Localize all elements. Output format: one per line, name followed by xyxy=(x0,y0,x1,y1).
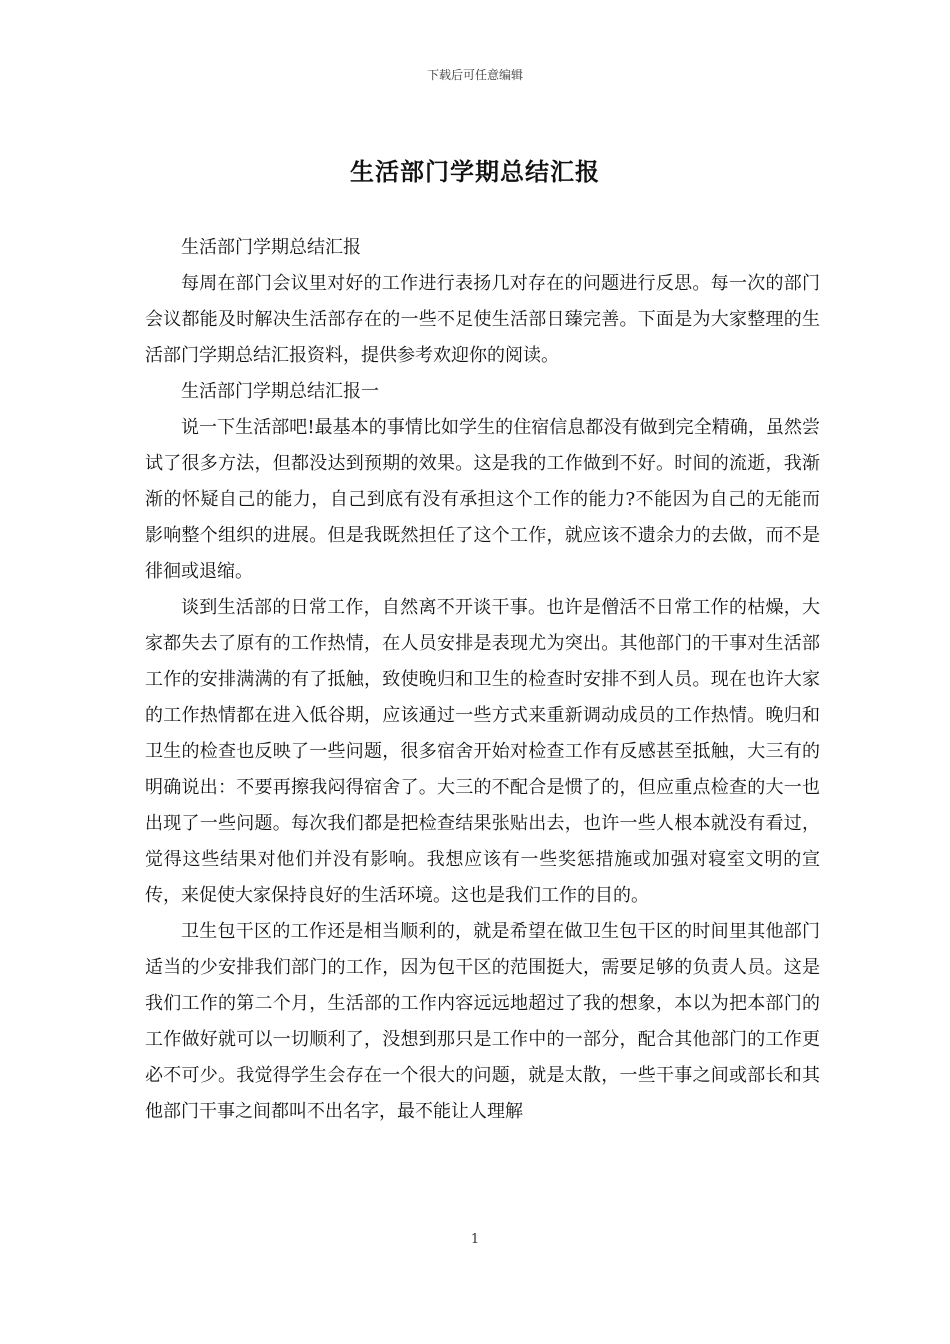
paragraph-body: 说一下生活部吧!最基本的事情比如学生的住宿信息都没有做到完全精确，虽然尝试了很多方法，但都没达到预期的效果。这是我的工作做到不好。时间的流逝，我渐渐的怀疑自己的能力，自己到底有没有承担这个工作的能力?不能因为自己的无能而影响整个组织的进展。但是我既然担任了这个工作，就应该不遗余力的去做，而不是徘徊或退缩。 xyxy=(145,417,820,582)
paragraph-subtitle: 生活部门学期总结汇报 xyxy=(181,237,361,258)
paragraph-section-heading: 生活部门学期总结汇报一 xyxy=(181,381,379,402)
page-header: 下载后可任意编辑 xyxy=(426,68,523,82)
document-title: 生活部门学期总结汇报 xyxy=(350,158,600,186)
paragraph-intro: 每周在部门会议里对好的工作进行表扬几对存在的问题进行反思。每一次的部门会议都能及时解决生活部存在的一些不足使生活部日臻完善。下面是为大家整理的生活部门学期总结汇报资料，提供参考欢迎你的阅读。 xyxy=(145,273,820,366)
page-number: 1 xyxy=(470,1232,480,1247)
paragraph-body: 谈到生活部的日常工作，自然离不开谈干事。也许是僧活不日常工作的枯燥，大家都失去了原有的工作热情，在人员安排是表现尤为突出。其他部门的干事对生活部工作的安排满满的有了抵触，致使晚归和卫生的检查时安排不到人员。现在也许大家的工作热情都在进入低谷期，应该通过一些方式来重新调动成员的工作热情。晚归和卫生的检查也反映了一些问题，很多宿舍开始对检查工作有反感甚至抵触，大三有的明确说出：不要再擦我闷得宿舍了。大三的不配合是惯了的，但应重点检查的大一也出现了一些问题。每次我们都是把检查结果张贴出去，也许一些人根本就没有看过，觉得这些结果对他们并没有影响。我想应该有一些奖惩措施或加强对寝室文明的宣传，来促使大家保持良好的生活环境。这也是我们工作的目的。 xyxy=(145,597,820,906)
paragraph-body: 卫生包干区的工作还是相当顺利的，就是希望在做卫生包干区的时间里其他部门适当的少安排我们部门的工作，因为包干区的范围挺大，需要足够的负责人员。这是我们工作的第二个月，生活部的工作内容远远地超过了我的想象，本以为把本部门的工作做好就可以一切顺利了，没想到那只是工作中的一部分，配合其他部门的工作更必不可少。我觉得学生会存在一个很大的问题，就是太散，一些干事之间或部长和其他部门干事之间都叫不出名字，最不能让人理解 xyxy=(145,921,820,1122)
document-body xyxy=(145,230,820,1130)
